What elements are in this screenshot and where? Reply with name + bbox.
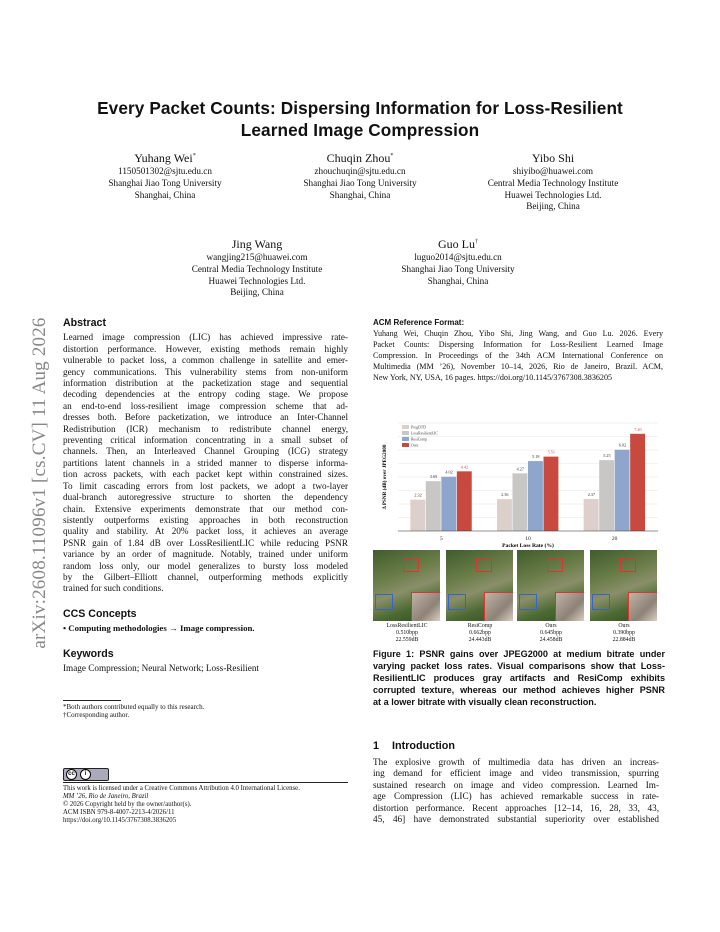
author-location: Shanghai, China: [329, 189, 391, 200]
ccs-heading: CCS Concepts: [63, 607, 137, 620]
abstract-line: dual-branch autoregressive structure to shorten the dependency: [63, 492, 348, 503]
license-line: ACM ISBN 979-8-4007-2213-4/2026/11: [63, 809, 175, 816]
abstract-body: [63, 332, 348, 594]
author-affiliation: Shanghai Jiao Tong University: [108, 177, 222, 188]
author-name: Jing Wang: [231, 237, 283, 251]
zoomed-inset: [411, 592, 440, 621]
x-tick-label: 5: [439, 536, 443, 542]
bar-resicomp: [615, 450, 630, 531]
license-block: [63, 785, 353, 825]
bar-resicomp: [441, 477, 456, 531]
bar-ours: [457, 471, 472, 531]
author-email: 1150501302@sjtu.edu.cn: [118, 166, 212, 176]
bar-progdtd: [497, 499, 512, 531]
license-line: This work is licensed under a Creative Commons Attribution 4.0 International License.: [63, 785, 300, 792]
reference-line: Packet Counts: Dispersing Information for Loss-Resilient Learned Image: [373, 339, 663, 349]
author-location: Shanghai, China: [134, 189, 196, 200]
abstract-line: PSNR gain of 1.84 dB over LossResilientLIC while reducing PSNR: [63, 537, 348, 548]
comparison-image: [373, 550, 440, 621]
abstract-line: by the Gilbert–Elliott channel, outperforming methods explicitly: [63, 571, 348, 582]
abstract-line: channels. Then, an Interleaved Channel Grouping (ICG) strategy: [63, 446, 348, 457]
x-tick-label: 20: [611, 536, 618, 542]
intro-line: ing demand for efficient image and video transmission, spurring: [373, 768, 659, 779]
bar-lossresilientlic: [426, 481, 441, 531]
zoomed-inset: [484, 592, 513, 621]
bar-value-label: 5.25: [603, 453, 611, 459]
author-email: shiyibo@huawei.com: [512, 166, 594, 176]
caption-line: ResilientLIC produces gray artifacts and ResiComp exhibits: [373, 673, 665, 683]
figure-caption: [373, 648, 665, 708]
reference-line: New York, NY, USA, 16 pages. https://doi.org/10.1145/3767308.3836205: [373, 372, 613, 382]
intro-line: 45, 46] have demonstrated substantial superiority over established: [373, 814, 659, 825]
footnotes: [63, 703, 348, 720]
cc-license-badge[interactable]: [63, 768, 109, 781]
author-location: Beijing, China: [230, 287, 284, 298]
license-line: © 2026 Copyright held by the owner/author(s).: [63, 801, 192, 808]
legend-swatch: [402, 425, 409, 429]
intro-heading: [373, 740, 455, 752]
abstract-line: To limit cascading errors from lost packets, we adopt a two-layer: [63, 480, 348, 491]
detail-region-box: [519, 594, 537, 610]
comparison-label-line: LossResilientLIC: [386, 623, 428, 629]
legend-swatch: [402, 431, 409, 435]
abstract-line: variance by an order of magnitude. Notably, trained under uniform: [63, 549, 348, 560]
bar-lossresilientlic: [599, 460, 614, 531]
author-name: Yuhang Wei: [134, 151, 193, 165]
x-axis-label: Packet Loss Rate (%): [502, 543, 554, 548]
zoomed-inset: [628, 592, 657, 621]
author-affiliation: Shanghai Jiao Tong University: [401, 263, 515, 274]
bar-value-label: 4.42: [460, 464, 469, 470]
by-icon: i: [80, 769, 91, 780]
bar-value-label: 6.02: [618, 442, 627, 448]
author-location: Beijing, China: [526, 201, 580, 212]
author-block-2: [285, 150, 435, 201]
zoom-region-box: [403, 558, 419, 572]
abstract-line: preventing critical information concentrating in a small subset of: [63, 435, 348, 446]
caption-line: corrupted texture, whereas our method achieves higher PSNR: [373, 685, 665, 695]
abstract-line: decoding dependencies at the entropy coding stage. We propose: [63, 389, 348, 400]
x-tick-label: 10: [525, 536, 531, 542]
bar-value-label: 4.27: [516, 466, 524, 472]
author-name: Yibo Shi: [531, 151, 575, 165]
author-name: Chuqin Zhou: [326, 151, 391, 165]
footnote-rule: [63, 700, 121, 701]
acm-reference: [373, 318, 663, 383]
zoom-region-box: [476, 558, 492, 572]
legend-label: LossResilientLIC: [411, 431, 438, 436]
abstract-line: random loss only, our model generalizes to bursty loss modeled: [63, 560, 348, 571]
bar-ours: [630, 434, 645, 531]
author-affiliation: Shanghai Jiao Tong University: [303, 177, 417, 188]
bar-ours: [544, 457, 559, 531]
reference-line: Yuhang Wei, Chuqin Zhou, Yibo Shi, Jing Wang, and Guo Lu. 2026. Every: [373, 328, 663, 338]
left-column: [63, 318, 348, 674]
abstract-line: quality and stability. At 20% packet loss, it achieves an average: [63, 526, 348, 537]
y-axis-label: Δ PSNR (dB) over JPEG2000: [382, 444, 388, 510]
acm-reference-heading: ACM Reference Format:: [373, 318, 465, 327]
title-line-2: Learned Image Compression: [240, 120, 480, 140]
legend-label: ProgDTD: [411, 425, 426, 430]
bar-value-label: 4.02: [445, 469, 453, 475]
abstract-line: Redistribution (ICR) mechanism to redistribute channel energy,: [63, 423, 348, 434]
author-block-3: [468, 150, 638, 213]
footnote-equal-contribution: *Both authors contributed equally to this research.: [63, 703, 205, 711]
bar-progdtd: [410, 500, 425, 531]
author-email: luguo2014@sjtu.edu.cn: [414, 252, 502, 262]
psnr-gain-chart: [370, 413, 662, 548]
footnote-corresponding: †Corresponding author.: [63, 711, 130, 720]
author-affiliation: Central Media Technology Institute: [487, 177, 619, 188]
comparison-label-line: Ours: [545, 623, 557, 629]
author-email: zhouchuqin@sjtu.edu.cn: [314, 166, 406, 176]
legend-swatch: [402, 437, 409, 441]
intro-line: distortion performance. Recent approaches [12–14, 16, 28, 33, 43,: [373, 802, 659, 813]
bar-progdtd: [584, 499, 599, 531]
intro-body: [373, 757, 659, 825]
abstract-line: trained for such conditions.: [63, 583, 164, 594]
abstract-line: distortion performance. However, existing methods remain highly: [63, 343, 348, 354]
reference-line: Multimedia (MM ’26), November 10–14, 2026, Rio de Janeiro, Brazil. ACM,: [373, 361, 663, 371]
author-mark: †: [475, 239, 478, 245]
bar-value-label: 7.20: [634, 426, 642, 432]
zoom-region-box: [547, 558, 563, 572]
intro-line: age Compression (LIC) has achieved remarkable success in rate-: [373, 791, 659, 802]
keywords-text: Image Compression; Neural Network; Loss-Resilient: [63, 662, 259, 673]
comparison-label-line: Ours: [618, 623, 630, 629]
bar-value-label: 2.32: [414, 492, 422, 498]
legend-swatch: [402, 443, 409, 447]
legend-label: ResiComp: [411, 437, 428, 442]
author-name: Guo Lu: [438, 237, 475, 251]
bar-resicomp: [528, 461, 543, 531]
abstract-line: chain. Extensive experiments demonstrate that our method con-: [63, 503, 348, 514]
comparison-label: [444, 623, 516, 644]
abstract-line: tion across packets, with each packet kept within constrained sizes.: [63, 469, 348, 480]
abstract-line: Learned image compression (LIC) has achieved impressive rate-: [63, 332, 348, 343]
bar-value-label: 5.18: [532, 454, 540, 460]
ccs-text: • Computing methodologies → Image compression.: [63, 623, 255, 634]
author-mark: *: [390, 153, 394, 159]
abstract-line: dresses both. Before packetization, we introduce an Inter-Channel: [63, 412, 348, 423]
paper-title: [40, 97, 680, 141]
license-line[interactable]: https://doi.org/10.1145/3767308.3836205: [63, 817, 177, 824]
intro-heading-number: 1: [373, 740, 380, 752]
zoomed-inset: [555, 592, 584, 621]
author-block-4: [172, 236, 342, 299]
author-block-5: [378, 236, 538, 287]
author-company: Huawei Technologies Ltd.: [208, 275, 306, 286]
bar-lossresilientlic: [513, 473, 528, 531]
comparison-image: [590, 550, 657, 621]
arxiv-stamp: arXiv:2608.11096v1 [cs.CV] 11 Aug 2026: [29, 317, 50, 649]
comparison-label-line: 22.559dB: [395, 637, 419, 643]
detail-region-box: [592, 594, 610, 610]
comparison-image: [517, 550, 584, 621]
detail-region-box: [375, 594, 393, 610]
keywords-heading: Keywords: [63, 647, 114, 660]
title-line-1: Every Packet Counts: Dispersing Information for Loss-Resilient: [97, 98, 623, 118]
bar-value-label: 2.36: [501, 492, 509, 498]
comparison-label: [515, 623, 587, 644]
abstract-heading: Abstract: [63, 317, 106, 329]
comparison-label-line: 0.645bpp: [540, 630, 562, 636]
intro-heading-text: Introduction: [392, 740, 455, 752]
acm-reference-body: [373, 329, 663, 384]
comparison-label: [371, 623, 443, 644]
abstract-line: vulnerable to packet loss, a common challenge in satellite and emer-: [63, 355, 348, 366]
comparison-label-line: 0.510bpp: [396, 630, 418, 636]
bar-value-label: 5.51: [547, 449, 555, 455]
comparison-label-line: 0.662bpp: [469, 630, 491, 636]
author-mark: *: [192, 153, 196, 159]
intro-line: sustained research on image and video compression. Learned Im-: [373, 779, 659, 790]
caption-line: at a lower bitrate with visually clean reconstruction.: [373, 697, 597, 707]
bar-value-label: 3.69: [429, 474, 438, 480]
comparison-label: [588, 623, 660, 644]
legend-label: Ours: [411, 443, 419, 448]
detail-region-box: [448, 594, 466, 610]
author-block-1: [90, 150, 240, 201]
comparison-label-line: ResiComp: [467, 623, 493, 629]
author-email: wangjing215@huawei.com: [206, 252, 308, 262]
abstract-line: sistently outperforms existing approaches in both reconstruction: [63, 514, 348, 525]
caption-line: Figure 1: PSNR gains over JPEG2000 at medium bitrate under: [373, 649, 665, 659]
comparison-label-line: 24.443dB: [468, 637, 492, 643]
comparison-label-line: 22.884dB: [612, 637, 636, 643]
author-affiliation: Central Media Technology Institute: [191, 263, 323, 274]
author-company: Huawei Technologies Ltd.: [504, 189, 602, 200]
intro-line: The explosive growth of multimedia data has driven an increas-: [373, 757, 659, 767]
license-rule: [63, 782, 348, 783]
author-location: Shanghai, China: [427, 275, 489, 286]
comparison-label-line: 0.390bpp: [613, 630, 635, 636]
zoom-region-box: [620, 558, 636, 572]
reference-line: Compression. In Proceedings of the 34th ACM International Conference on: [373, 350, 663, 360]
license-line: MM ’26, Rio de Janeiro, Brazil: [63, 793, 149, 800]
cc-icon: cc: [66, 769, 77, 780]
abstract-line: partitions latent channels in a strided manner to disperse informa-: [63, 457, 348, 468]
abstract-line: gency communications. This vulnerability stems from non-uniform: [63, 366, 348, 377]
bar-value-label: 2.37: [587, 492, 596, 498]
abstract-line: information distribution at the packetization stage and sequential: [63, 378, 348, 389]
abstract-line: an end-to-end loss-resilient image compression scheme that ad-: [63, 400, 348, 411]
comparison-image: [446, 550, 513, 621]
comparison-label-line: 24.458dB: [539, 637, 563, 643]
caption-line: varying packet loss rates. Visual comparisons show that Loss-: [373, 661, 665, 671]
